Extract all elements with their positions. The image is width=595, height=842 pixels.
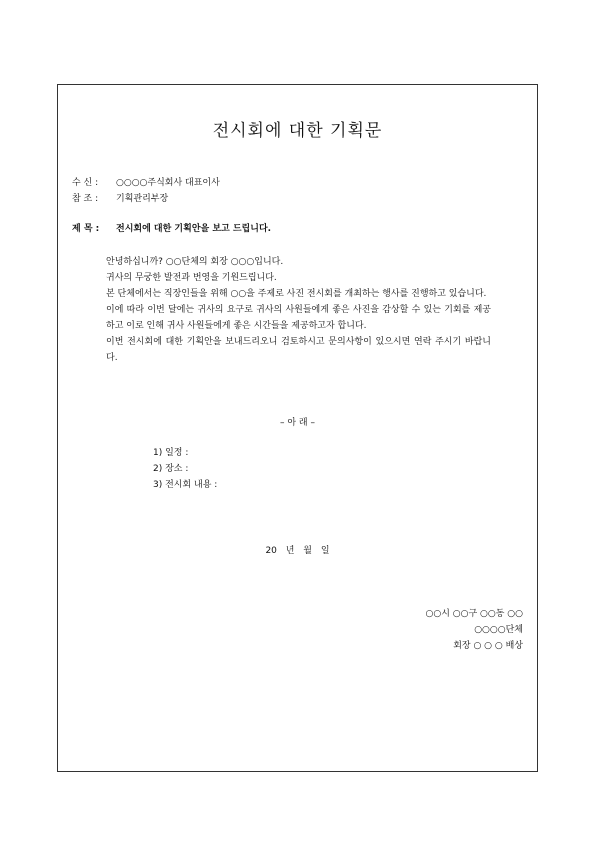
item-list — [153, 445, 217, 493]
subject-value: 전시회에 대한 기획안을 보고 드립니다. — [116, 224, 272, 234]
reference-row — [72, 194, 168, 205]
document-title: 전시회에 대한 기획문 — [212, 121, 383, 141]
notice-heading: – 아 래 – — [280, 418, 315, 428]
recipient-row — [72, 178, 220, 189]
sender-signature: 회장 ○ ○ ○ 배상 — [453, 641, 523, 651]
body-paragraph: 이번 전시회에 대한 기획안을 보내드리오니 검토하시고 문의사항이 있으시면 연락 주시기 바랍니다. — [106, 337, 491, 363]
subject-row — [72, 224, 271, 235]
recipient-value: ○○○○주식회사 대표이사 — [116, 178, 220, 188]
body-paragraph: 이에 따라 이번 달에는 귀사의 요구로 귀사의 사원들에게 좋은 사진을 감상할 수 있는 기회를 제공하고 이로 인해 귀사 사원들에게 좋은 시간들을 제공하고자 합니다. — [106, 305, 491, 331]
body-paragraph: 귀사의 무궁한 발전과 번영을 기원드립니다. — [106, 273, 277, 283]
sender-organization: ○○○○단체 — [474, 625, 523, 635]
reference-value: 기획관리부장 — [116, 194, 169, 204]
list-item: 3) 전시회 내용 : — [153, 480, 218, 490]
date-line: 20 년 월 일 — [265, 546, 330, 556]
body-paragraph: 본 단체에서는 직장인들을 위해 ○○을 주제로 사진 전시회를 개최하는 행사를 진행하고 있습니다. — [106, 289, 487, 299]
reference-label: 참 조 : — [72, 194, 99, 204]
subject-label: 제 목 : — [72, 224, 100, 234]
list-item: 1) 일정 : — [153, 448, 189, 458]
sender-address: ○○시 ○○구 ○○동 ○○ — [425, 609, 523, 619]
letter-body — [106, 254, 491, 366]
body-paragraph: 안녕하십니까? ○○단체의 회장 ○○○입니다. — [106, 257, 284, 267]
sender-block — [426, 606, 524, 654]
recipient-label: 수 신 : — [72, 178, 99, 188]
list-item: 2) 장소 : — [153, 464, 189, 474]
